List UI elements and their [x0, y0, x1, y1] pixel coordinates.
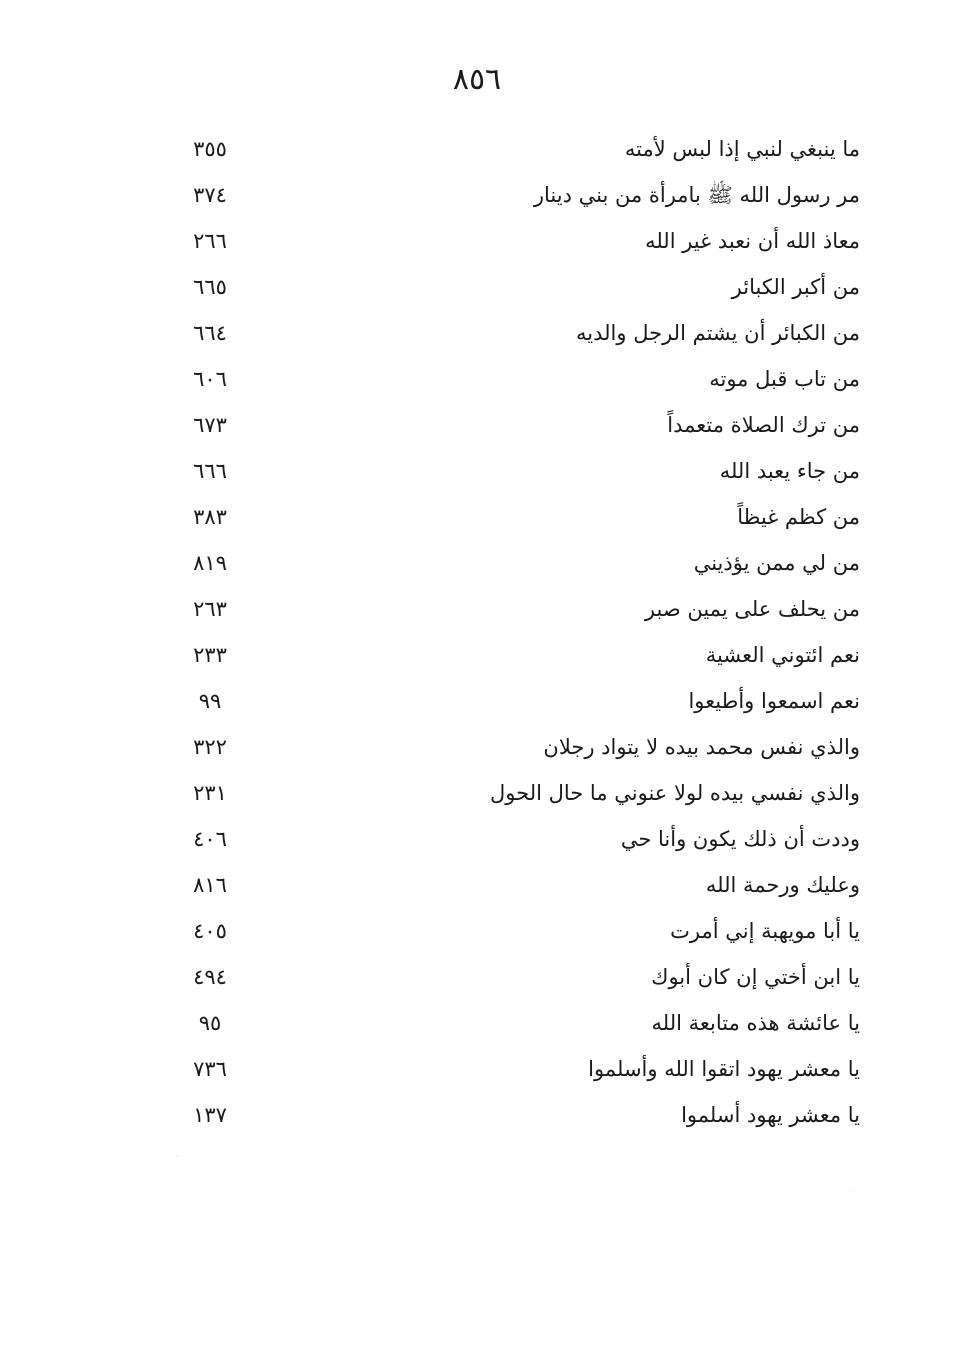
- page-reference: ٨١٦: [193, 873, 227, 897]
- page-reference: ٦٧٣: [193, 413, 227, 437]
- index-row: [170, 632, 860, 678]
- hadith-text: والذي نفسي بيده لولا عنوني ما حال الحول: [490, 781, 860, 805]
- scan-speck: [852, 1190, 853, 1191]
- page-reference: ٦٦٤: [193, 321, 227, 345]
- index-row: [170, 218, 860, 264]
- index-row: [170, 770, 860, 816]
- hadith-text: من كظم غيظاً: [737, 505, 860, 529]
- index-row: [170, 126, 860, 172]
- hadith-text: يا معشر يهود اتقوا الله وأسلموا: [588, 1057, 860, 1081]
- hadith-text: من أكبر الكبائر: [731, 275, 860, 299]
- scan-speck: [176, 1156, 177, 1157]
- index-row: [170, 494, 860, 540]
- index-row: [170, 1046, 860, 1092]
- page-reference: ٦٦٦: [193, 459, 227, 483]
- hadith-text: ما ينبغي لنبي إذا لبس لأمته: [624, 137, 860, 161]
- hadith-text: وعليك ورحمة الله: [705, 873, 860, 897]
- index-row: [170, 310, 860, 356]
- index-row: [170, 954, 860, 1000]
- index-row: [170, 172, 860, 218]
- hadith-text: والذي نفس محمد بيده لا يتواد رجلان: [543, 735, 860, 759]
- hadith-text: من الكبائر أن يشتم الرجل والديه: [576, 321, 860, 345]
- page-reference: ٤٩٤: [193, 965, 227, 989]
- page-reference: ٣٨٣: [193, 505, 227, 529]
- index-row: [170, 1000, 860, 1046]
- hadith-text: من لي ممن يؤذيني: [693, 551, 860, 575]
- page-reference: ٦٦٥: [193, 275, 227, 299]
- page-reference: ٢٦٦: [193, 229, 227, 253]
- index-row: [170, 908, 860, 954]
- page-reference: ٣٢٢: [193, 735, 227, 759]
- index-row: [170, 678, 860, 724]
- page-reference: ١٣٧: [193, 1103, 227, 1127]
- page-reference: ٨١٩: [193, 551, 227, 575]
- index-row: [170, 448, 860, 494]
- hadith-text: نعم اسمعوا وأطيعوا: [688, 689, 860, 713]
- hadith-text: مر رسول الله ﷺ بامرأة من بني دينار: [533, 183, 860, 207]
- index-row: [170, 724, 860, 770]
- page-reference: ٩٥: [198, 1011, 222, 1035]
- hadith-text: من جاء يعبد الله: [719, 459, 860, 483]
- hadith-text: من يحلف على يمين صبر: [644, 597, 860, 621]
- hadith-text: نعم ائتوني العشية: [705, 643, 860, 667]
- index-row: [170, 586, 860, 632]
- hadith-text: من ترك الصلاة متعمداً: [667, 413, 860, 437]
- hadith-text: يا معشر يهود أسلموا: [681, 1103, 860, 1127]
- hadith-text: يا عائشة هذه متابعة الله: [651, 1011, 860, 1035]
- index-row: [170, 862, 860, 908]
- index-row: [170, 540, 860, 586]
- hadith-text: يا أبا مويهبة إني أمرت: [670, 919, 860, 943]
- page-reference: ٢٦٣: [193, 597, 227, 621]
- hadith-text: يا ابن أختي إن كان أبوك: [651, 965, 860, 989]
- index-row: [170, 264, 860, 310]
- page-reference: ٩٩: [198, 689, 222, 713]
- page-reference: ٣٥٥: [193, 137, 227, 161]
- hadith-text: وددت أن ذلك يكون وأنا حي: [620, 827, 860, 851]
- page-reference: ٢٣١: [193, 781, 227, 805]
- page-reference: ٤٠٦: [193, 827, 227, 851]
- page-reference: ٦٠٦: [193, 367, 227, 391]
- hadith-index-list: [170, 126, 860, 1138]
- index-row: [170, 402, 860, 448]
- hadith-text: من تاب قبل موته: [709, 367, 860, 391]
- page-reference: ٣٧٤: [193, 183, 227, 207]
- hadith-text: معاذ الله أن نعبد غير الله: [645, 229, 860, 253]
- index-row: [170, 356, 860, 402]
- page-reference: ٧٣٦: [193, 1057, 227, 1081]
- page-number: ٨٥٦: [452, 62, 502, 97]
- index-row: [170, 816, 860, 862]
- page-reference: ٤٠٥: [193, 919, 227, 943]
- index-row: [170, 1092, 860, 1138]
- page-reference: ٢٣٣: [193, 643, 227, 667]
